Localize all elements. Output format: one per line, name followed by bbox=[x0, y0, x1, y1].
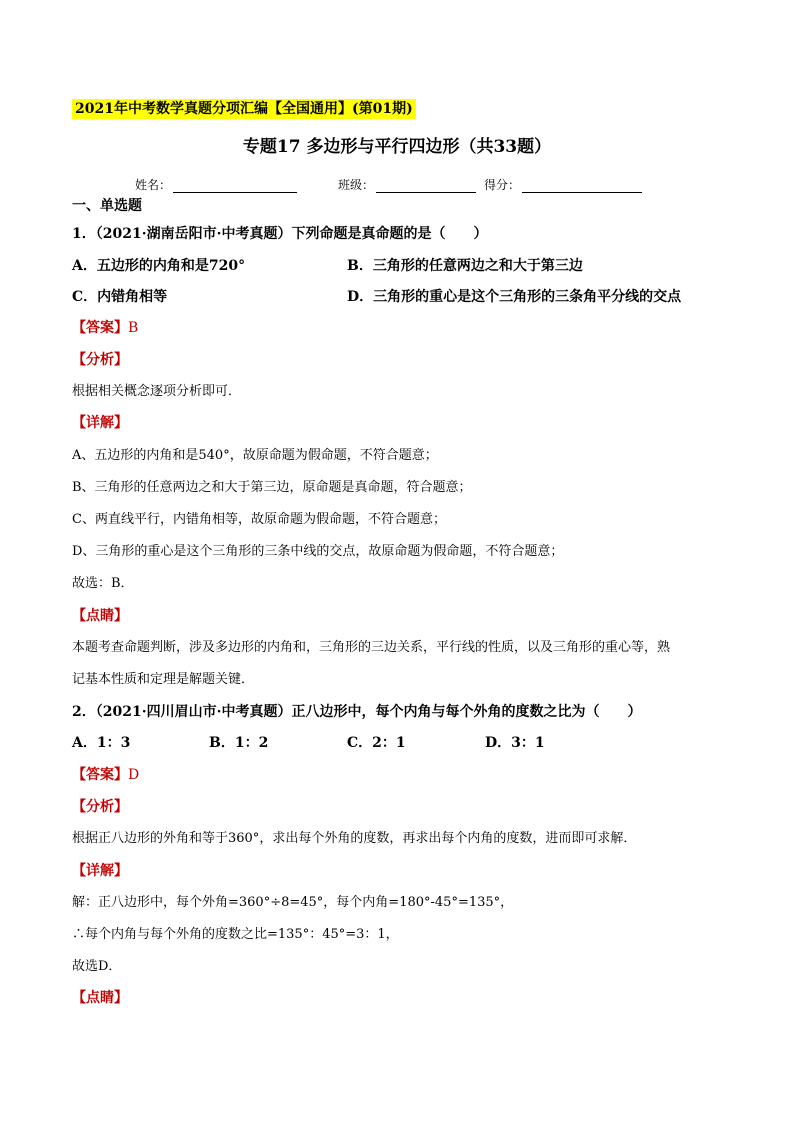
q2-analysis: 根据正八边形的外角和等于360°，求出每个外角的度数，再求出每个内角的度数，进而即可求解． bbox=[72, 831, 637, 846]
q2-option-d: D．3：1 bbox=[485, 735, 545, 751]
q2-answer bbox=[72, 766, 139, 784]
q1-analysis-tag: 【分析】 bbox=[72, 352, 128, 368]
q2-analysis-tag: 【分析】 bbox=[72, 799, 128, 815]
q2-stem: 2．（2021·四川眉山市·中考真题）正八边形中，每个内角与每个外角的度数之比为（ ） bbox=[72, 704, 642, 720]
class-field bbox=[338, 177, 476, 193]
q1-detail-line: D、三角形的重心是这个三角形的三条中线的交点，故原命题为假命题，不符合题意； bbox=[72, 544, 564, 559]
q1-comment-line: 记基本性质和定理是解题关键． bbox=[72, 672, 255, 687]
q1-detail-line: B、三角形的任意两边之和大于第三边，原命题是真命题，符合题意； bbox=[72, 480, 472, 495]
q1-detail-line: C、两直线平行，内错角相等，故原命题为假命题，不符合题意； bbox=[72, 512, 446, 527]
q2-option-b: B．1：2 bbox=[209, 735, 269, 751]
name-field bbox=[135, 177, 297, 193]
class-blank[interactable] bbox=[376, 178, 476, 193]
q2-answer-tag: 【答案】 bbox=[72, 767, 128, 783]
q1-comment-line: 本题考查命题判断，涉及多边形的内角和，三角形的三边关系，平行线的性质，以及三角形的重心等，熟 bbox=[72, 640, 671, 655]
q2-detail-line: ∴每个内角与每个外角的度数之比=135°：45°=3：1， bbox=[72, 927, 399, 942]
q2-detail-tag: 【详解】 bbox=[72, 863, 128, 879]
score-blank[interactable] bbox=[522, 178, 642, 193]
q1-option-a: A．五边形的内角和是720° bbox=[72, 258, 246, 274]
q1-detail-tag: 【详解】 bbox=[72, 415, 128, 431]
class-label: 班级： bbox=[338, 178, 375, 192]
q2-option-c: C．2：1 bbox=[347, 735, 406, 751]
q1-detail-line: A、五边形的内角和是540°，故原命题为假命题，不符合题意； bbox=[72, 448, 438, 463]
page-title: 专题17 多边形与平行四边形（共33题） bbox=[242, 137, 552, 157]
series-label: 2021年中考数学真题分项汇编【全国通用】(第01期) bbox=[72, 99, 416, 119]
q1-answer bbox=[72, 319, 138, 337]
q1-answer-tag: 【答案】 bbox=[72, 320, 128, 336]
q2-detail-line: 解：正八边形中，每个外角=360°÷8=45°，每个内角=180°-45°=135°， bbox=[72, 895, 514, 910]
q2-detail-line: 故选D． bbox=[72, 959, 122, 974]
q2-answer-value: D bbox=[128, 767, 140, 783]
section-heading: 一、单选题 bbox=[72, 198, 142, 214]
q1-answer-value: B bbox=[128, 320, 139, 336]
q1-analysis: 根据相关概念逐项分析即可． bbox=[72, 384, 242, 399]
q1-option-c: C．内错角相等 bbox=[72, 289, 168, 305]
q1-stem: 1．（2021·湖南岳阳市·中考真题）下列命题是真命题的是（ ） bbox=[72, 226, 488, 242]
q1-option-b: B．三角形的任意两边之和大于第三边 bbox=[347, 258, 583, 274]
name-blank[interactable] bbox=[173, 178, 297, 193]
q1-detail-line: 故选：B． bbox=[72, 576, 134, 591]
q2-option-a: A．1：3 bbox=[72, 735, 131, 751]
name-label: 姓名： bbox=[135, 178, 172, 192]
score-label: 得分： bbox=[484, 178, 521, 192]
q2-comment-tag: 【点睛】 bbox=[72, 990, 128, 1006]
score-field bbox=[484, 177, 642, 193]
q1-comment-tag: 【点睛】 bbox=[72, 608, 128, 624]
q1-option-d: D．三角形的重心是这个三角形的三条角平分线的交点 bbox=[347, 289, 682, 305]
